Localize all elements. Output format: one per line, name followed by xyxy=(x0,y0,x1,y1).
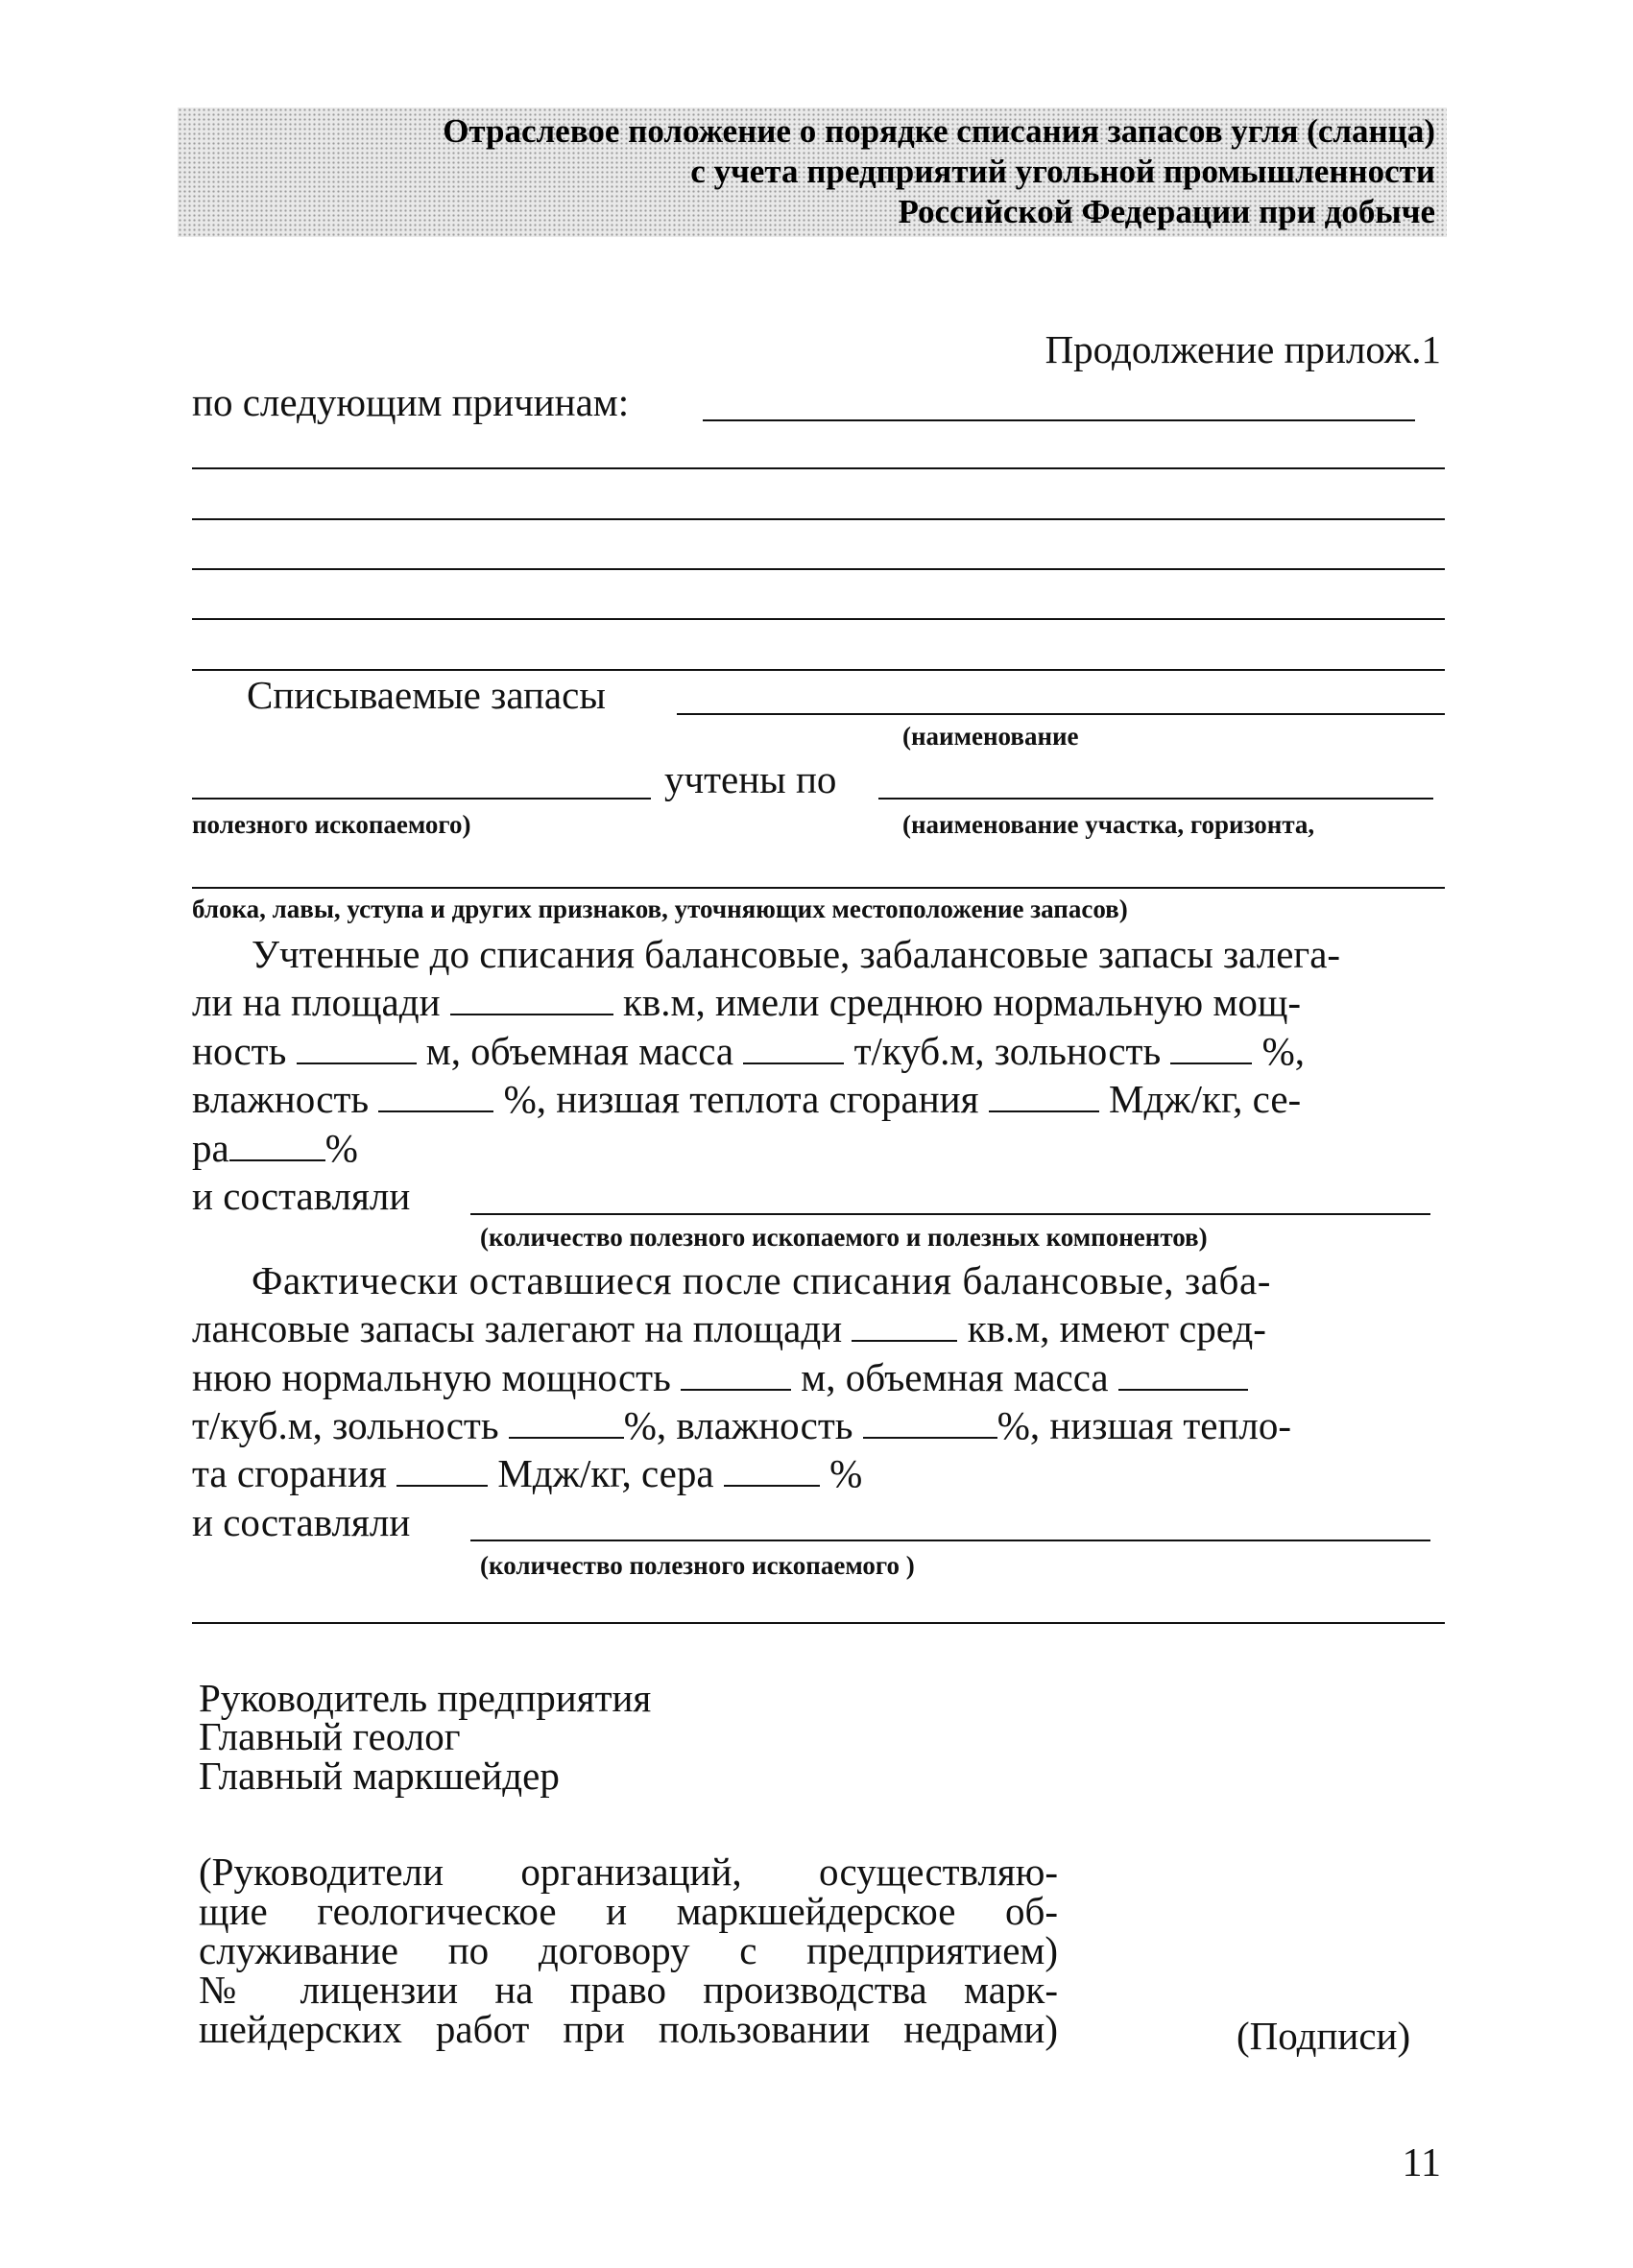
after-total-label: и составляли xyxy=(192,1500,411,1544)
after-extra-line[interactable] xyxy=(192,1622,1445,1624)
before-caption: (количество полезного ископаемого и полезных компонентов) xyxy=(480,1223,1208,1252)
before-text-5b: % xyxy=(324,1126,358,1170)
before-text-1a: Учтенные до списания балансовые, забалансовые запасы зале xyxy=(252,932,1294,976)
note-line-1: (Руководители организаций, осуществляю- xyxy=(199,1850,1058,1894)
after-text-2a: лансовые запасы залегают на площади xyxy=(192,1306,843,1350)
caption-mineral: полезного ископаемого) xyxy=(192,810,471,839)
header-line-1: Отраслевое положение о порядке списания запасов угля (сланца) xyxy=(443,112,1435,150)
density-before-field[interactable] xyxy=(743,1030,844,1064)
after-text-4a: т/куб.м, зольность xyxy=(192,1403,499,1447)
after-text-5c: % xyxy=(829,1451,863,1495)
before-line-1 xyxy=(252,931,1340,977)
document-header xyxy=(178,107,1447,237)
caption-block: блока, лавы, уступа и других признаков, уточняющих местоположение запасов) xyxy=(192,895,1128,923)
before-line-5 xyxy=(192,1125,358,1171)
after-text-5a: та сгорания xyxy=(192,1451,387,1495)
moisture-before-field[interactable] xyxy=(378,1078,493,1112)
after-text-5b: Мдж/кг, сера xyxy=(497,1451,714,1495)
moisture-after-field[interactable] xyxy=(863,1404,997,1439)
note-line-2: щие геологическое и маркшейдерское об- xyxy=(199,1889,1058,1933)
before-text-4c: Мдж/кг, се- xyxy=(1108,1077,1302,1121)
mineral-name-field[interactable] xyxy=(192,798,651,800)
reasons-line-5[interactable] xyxy=(192,618,1445,620)
before-line-2 xyxy=(192,979,1301,1025)
header-line-3: Российской Федерации при добыче xyxy=(898,193,1435,230)
before-text-2a: ли на площади xyxy=(192,980,441,1024)
continuation-label: Продолжение прилож.1 xyxy=(1045,327,1441,371)
caption-naimenovanie: (наименование xyxy=(902,722,1079,751)
before-total-label: и составляли xyxy=(192,1174,411,1218)
page-number: 11 xyxy=(1402,2141,1441,2185)
ash-after-field[interactable] xyxy=(509,1404,624,1439)
before-line-4 xyxy=(192,1076,1301,1122)
signer-director: Руководитель предприятия xyxy=(199,1676,652,1720)
reasons-line-2[interactable] xyxy=(192,467,1445,469)
after-line-4 xyxy=(192,1402,1291,1448)
before-text-3a: ность xyxy=(192,1029,287,1073)
before-text-2b: кв.м, имели среднюю нормальную мощ- xyxy=(623,980,1302,1024)
before-text-5a: ра xyxy=(192,1126,229,1170)
after-text-4b: %, влажность xyxy=(623,1403,853,1447)
note-line-3: служивание по договору с предприятием) xyxy=(199,1928,1058,1972)
after-line-3 xyxy=(192,1354,1248,1400)
caption-site: (наименование участка, горизонта, xyxy=(902,810,1315,839)
after-line-5 xyxy=(192,1450,862,1496)
before-text-4b: %, низшая теплота сгорания xyxy=(503,1077,979,1121)
after-text-2b: кв.м, имеют сред- xyxy=(967,1306,1266,1350)
heat-before-field[interactable] xyxy=(989,1078,1099,1112)
sulfur-after-field[interactable] xyxy=(724,1452,820,1487)
signer-geologist: Главный геолог xyxy=(199,1714,461,1758)
note-block xyxy=(199,1852,1058,2049)
before-line-3 xyxy=(192,1028,1305,1074)
before-text-3c: т/куб.м, зольность xyxy=(853,1029,1162,1073)
reasons-line-6[interactable] xyxy=(192,669,1445,671)
area-before-field[interactable] xyxy=(450,981,613,1015)
ash-before-field[interactable] xyxy=(1170,1030,1252,1064)
written-off-label: Списываемые запасы xyxy=(247,673,606,717)
after-caption: (количество полезного ископаемого ) xyxy=(480,1551,915,1580)
written-off-field[interactable] xyxy=(677,713,1445,715)
before-text-3b: м, объемная масса xyxy=(425,1029,734,1073)
block-field[interactable] xyxy=(192,887,1445,889)
after-text-3a: нюю нормальную мощность xyxy=(192,1355,671,1399)
note-line-5: шейдерских работ при пользовании недрами) xyxy=(199,2007,1058,2051)
reasons-label: по следующим причинам: xyxy=(192,380,630,424)
reasons-line-3[interactable] xyxy=(192,518,1445,520)
after-line-2 xyxy=(192,1305,1266,1351)
sulfur-before-field[interactable] xyxy=(229,1127,325,1161)
after-text-4c: %, низшая тепло- xyxy=(997,1403,1292,1447)
reasons-line-1[interactable] xyxy=(703,419,1415,421)
before-text-1b: га- xyxy=(1293,932,1341,976)
reasons-line-4[interactable] xyxy=(192,568,1445,570)
signer-surveyor: Главный маркшейдер xyxy=(199,1754,560,1798)
thickness-before-field[interactable] xyxy=(297,1030,417,1064)
header-line-2: с учета предприятий угольной промышленности xyxy=(690,153,1435,190)
site-name-field[interactable] xyxy=(878,798,1433,800)
after-line-1: Фактически оставшиеся после списания балансовые, заба- xyxy=(252,1258,1272,1302)
after-total-field[interactable] xyxy=(470,1540,1430,1541)
before-total-field[interactable] xyxy=(470,1213,1430,1215)
after-text-3b: м, объемная масса xyxy=(801,1355,1109,1399)
before-text-4a: влажность xyxy=(192,1077,370,1121)
density-after-field[interactable] xyxy=(1118,1356,1248,1391)
area-after-field[interactable] xyxy=(852,1307,957,1342)
heat-after-field[interactable] xyxy=(396,1452,488,1487)
note-line-4: № лицензии на право производства марк- xyxy=(199,1968,1058,2012)
signatures-label: (Подписи) xyxy=(1237,2014,1411,2058)
registered-by-label: учтены по xyxy=(664,757,837,801)
before-text-3d: %, xyxy=(1261,1029,1306,1073)
thickness-after-field[interactable] xyxy=(681,1356,791,1391)
